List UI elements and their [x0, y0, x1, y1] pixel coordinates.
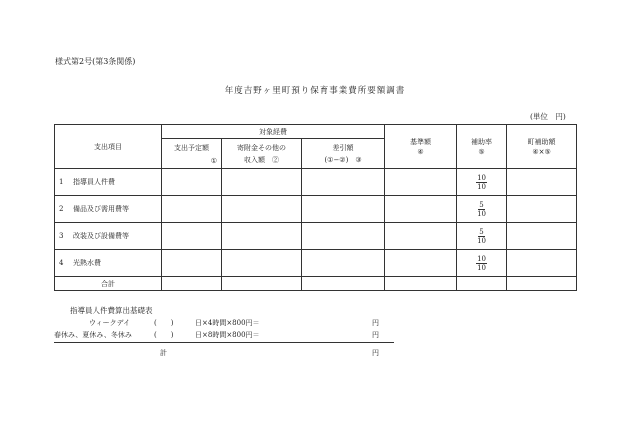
rate-fraction — [476, 174, 487, 191]
header-town-subsidy — [507, 125, 577, 169]
cell-planned[interactable] — [162, 223, 222, 250]
total-planned[interactable] — [162, 277, 222, 291]
row-item — [55, 169, 162, 196]
cell-standard[interactable] — [385, 223, 457, 250]
header-donation-line2: 収入額 ② — [244, 156, 279, 164]
header-planned-label: 支出予定額 — [174, 144, 209, 152]
rate-numerator: 5 — [479, 227, 484, 236]
cell-rate — [457, 250, 507, 277]
cell-difference[interactable] — [302, 223, 385, 250]
rate-numerator: 10 — [477, 254, 486, 263]
holiday-label: 春休み、夏休み、冬休み — [54, 331, 132, 339]
form-number: 様式第2号(第3条関係) — [55, 57, 136, 66]
header-planned-mark: ① — [210, 157, 217, 165]
cell-donation[interactable] — [222, 223, 302, 250]
holiday-days-field[interactable]: ( ) — [154, 331, 174, 339]
rate-denominator: 10 — [477, 209, 486, 218]
rate-denominator: 10 — [477, 236, 486, 245]
cell-planned[interactable] — [162, 169, 222, 196]
header-standard — [385, 125, 457, 169]
cell-town-subsidy[interactable] — [507, 169, 577, 196]
cell-town-subsidy[interactable] — [507, 250, 577, 277]
cell-difference[interactable] — [302, 250, 385, 277]
weekday-days-field[interactable]: ( ) — [154, 319, 174, 327]
row-item — [55, 196, 162, 223]
header-town-label: 町補助額 — [527, 137, 556, 146]
header-town-mark: ④×⑤ — [532, 147, 551, 156]
rate-denominator: 10 — [477, 182, 486, 191]
weekday-yen: 円 — [372, 319, 379, 327]
row-number: 4 — [59, 259, 64, 267]
header-planned — [162, 139, 222, 169]
cell-difference[interactable] — [302, 169, 385, 196]
header-rate-label: 補助率 — [471, 137, 493, 146]
cell-donation[interactable] — [222, 169, 302, 196]
weekday-label: ウィークデイ — [89, 319, 131, 327]
row-number: 3 — [59, 232, 64, 240]
header-difference-formula: (①−②) ③ — [324, 156, 362, 164]
basis-divider — [54, 342, 394, 343]
header-donation-line1: 寄附金その他の — [237, 144, 286, 152]
header-standard-mark: ④ — [417, 147, 424, 156]
cell-standard[interactable] — [385, 196, 457, 223]
total-difference[interactable] — [302, 277, 385, 291]
rate-fraction — [476, 255, 487, 272]
rate-fraction — [477, 228, 486, 245]
row-item — [55, 250, 162, 277]
header-target-expense: 対象経費 — [162, 125, 385, 139]
basis-table-title: 指導員人件費算出基礎表 — [70, 306, 153, 315]
row-label: 改装及び設備費等 — [73, 232, 129, 240]
unit-label: (単位 円) — [530, 112, 566, 121]
total-town-subsidy[interactable] — [507, 277, 577, 291]
holiday-yen: 円 — [372, 331, 379, 339]
rate-denominator: 10 — [477, 263, 486, 272]
row-number: 2 — [59, 205, 64, 213]
table-row — [55, 250, 577, 277]
cell-donation[interactable] — [222, 196, 302, 223]
expense-table — [54, 124, 577, 291]
total-rate — [457, 277, 507, 291]
table-row — [55, 223, 577, 250]
total-standard[interactable] — [385, 277, 457, 291]
cell-rate — [457, 196, 507, 223]
row-item — [55, 223, 162, 250]
header-standard-label: 基準額 — [410, 137, 432, 146]
basis-total-label: 計 — [160, 349, 167, 357]
cell-donation[interactable] — [222, 250, 302, 277]
header-rate-mark: ⑤ — [478, 147, 485, 156]
cell-planned[interactable] — [162, 196, 222, 223]
table-row — [55, 169, 577, 196]
row-label: 光熱水費 — [73, 259, 101, 267]
rate-numerator: 5 — [479, 200, 484, 209]
row-label: 指導員人件費 — [73, 178, 115, 186]
cell-planned[interactable] — [162, 250, 222, 277]
basis-total-yen: 円 — [372, 349, 379, 357]
total-donation[interactable] — [222, 277, 302, 291]
cell-standard[interactable] — [385, 250, 457, 277]
header-item: 支出項目 — [55, 125, 162, 169]
header-rate — [457, 125, 507, 169]
cell-town-subsidy[interactable] — [507, 196, 577, 223]
header-difference — [302, 139, 385, 169]
header-difference-label: 差引額 — [332, 144, 354, 152]
total-row — [55, 277, 577, 291]
holiday-formula: 日×8時間×800円＝ — [195, 331, 260, 339]
total-label: 合計 — [55, 277, 162, 291]
row-label: 備品及び需用費等 — [73, 205, 129, 213]
header-donation — [222, 139, 302, 169]
row-number: 1 — [59, 178, 64, 186]
rate-fraction — [477, 201, 486, 218]
document-title: 年度吉野ヶ里町預り保育事業費所要額調書 — [224, 86, 406, 96]
cell-rate — [457, 169, 507, 196]
rate-numerator: 10 — [477, 173, 486, 182]
cell-town-subsidy[interactable] — [507, 223, 577, 250]
cell-standard[interactable] — [385, 169, 457, 196]
table-row — [55, 196, 577, 223]
cell-rate — [457, 223, 507, 250]
cell-difference[interactable] — [302, 196, 385, 223]
weekday-formula: 日×4時間×800円＝ — [195, 319, 260, 327]
